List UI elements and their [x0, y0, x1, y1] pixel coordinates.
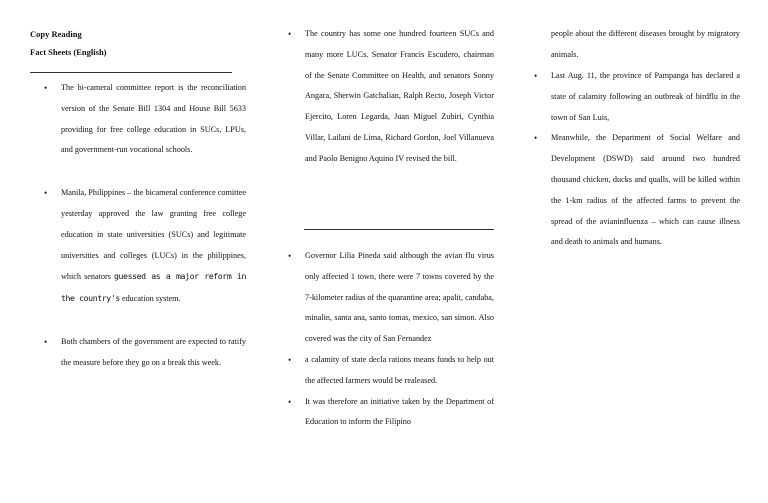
list-item: [44, 183, 246, 310]
list-item: [288, 392, 494, 434]
fact-text: The bi-cameral committee report is the reconciliation version of the Senate Bill 1304 and House Bill 5633 providing for free college education in SUCs, LPUs, and government-run vocational schools.: [61, 83, 246, 155]
list-item: [288, 246, 494, 350]
fact-text: Both chambers of the government are expected to ratify the measure before they go on a break this week.: [61, 336, 246, 367]
bullet-icon: •: [534, 133, 538, 144]
document-subtitle: Fact Sheets (English): [30, 47, 107, 57]
bullet-icon: •: [534, 71, 538, 81]
list-item: [534, 66, 740, 128]
list-item: [288, 350, 494, 392]
fact-text: a calamity of state decla rations means funds to help out the affected farmers would be realeased.: [305, 354, 494, 385]
fact-text: Meanwhile, the Department of Social Welfare and Development (DSWD) said around two hundred thousand chicken, ducks and qualls, will be killed within the 1-km radius of the affected farms to prevent the spread of the avianinfluenza – which can cause illness and death to animals and humans.: [551, 133, 740, 247]
fact-text: The country has some one hundred fourteen SUCs and many more LUCs. Senator Francis Escudero, chairman of the Senate Committee on Health, and senators Sonny Angara, Sherwin Gatchalian, Ralph Recto, Joseph Victor Ejercito, Loren Legarda, Juan Miguel Zubiri, Cynthia Villar, Lailani de Lima, Richard Gordon, Joel Villanueva and Paolo Benigno Aquino IV revised the bill.: [305, 29, 494, 163]
fact-text: Manila, Philippines – the bicameral conference comittee yesterday approved the law granting free college education in state universities (SUCs) and legitimate universities and colleges (LUCs) in the philippines, which senators: [61, 188, 246, 282]
fact-list-3: [534, 66, 740, 253]
bullet-icon: •: [44, 336, 48, 347]
bullet-icon: •: [288, 29, 292, 39]
bullet-icon: •: [288, 396, 292, 407]
continued-text: people about the different diseases brought by migratory animals.: [551, 29, 740, 59]
fact-text: Governor Lilia Pineda said although the avian flu virus only affected 1 town, there were 7 towns covered by the 7-kilometer radius of the quarantine area; apalit, candaba, minalin, santa ana, santo tomas, mexico, san simon. Also covered was the city of San Fernandez: [305, 251, 494, 344]
fact-text: Last Aug. 11, the province of Pampanga has declared a state of calamity following an outbreak of birdflu in the town of San Luis,: [551, 71, 740, 122]
list-item: [288, 24, 494, 170]
distorted-text: guessed as a major reform in the country's: [61, 271, 246, 304]
header-divider: [30, 72, 232, 73]
bullet-icon: •: [288, 251, 292, 261]
fact-text: It was therefore an initiative taken by the Department of Education to inform the Filipino: [305, 396, 494, 427]
fact-list-1: [44, 78, 246, 374]
fact-list-2a: [288, 24, 494, 170]
list-item: [44, 78, 246, 161]
document-title: Copy Reading: [30, 29, 82, 39]
section-divider: [304, 229, 494, 230]
list-item: [44, 332, 246, 374]
bullet-icon: •: [44, 83, 48, 93]
fact-text: education system.: [119, 294, 181, 304]
bullet-icon: •: [288, 354, 292, 365]
list-item: [534, 128, 740, 253]
bullet-icon: •: [44, 188, 48, 199]
fact-list-2b: [288, 246, 494, 433]
